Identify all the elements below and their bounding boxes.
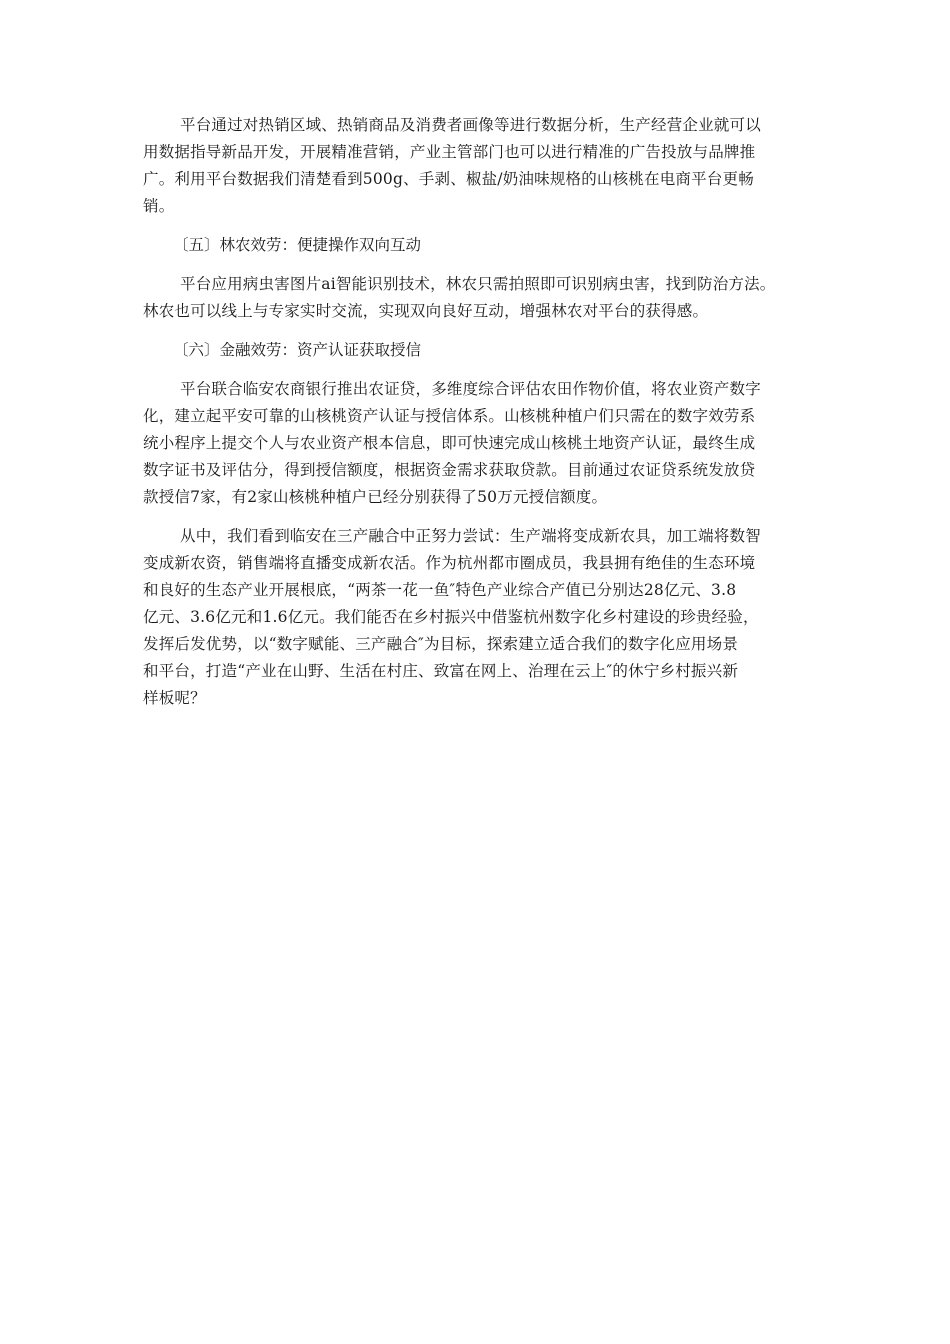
heading-finance-service: 〔六〕金融效劳：资产认证获取授信 [173,341,422,359]
text-line: 平台应用病虫害图片ai智能识别技术，林农只需拍照即可识别病虫害，找到防治方法。 [180,275,776,293]
text-line: 平台联合临安农商银行推出农证贷，多维度综合评估农田作物价值，将农业资产数字 [180,380,761,398]
document-page [143,112,815,712]
text-line: 变成新农资，销售端将直播变成新农活。作为杭州都市圈成员，我县拥有绝佳的生态环境 [143,554,756,572]
paragraph-market-analysis [143,112,815,220]
text-line: 化，建立起平安可靠的山核桃资产认证与授信体系。山核桃种植户们只需在的数字效劳系 [143,407,756,425]
text-line: 林农也可以线上与专家实时交流，实现双向良好互动，增强林农对平台的获得感。 [143,302,709,320]
text-line: 统小程序上提交个人与农业资产根本信息，即可快速完成山核桃土地资产认证，最终生成 [143,434,756,452]
text-line: 样板呢？ [143,689,206,707]
paragraph-finance-service [143,376,815,511]
text-line: 款授信7家，有2家山核桃种植户已经分别获得了50万元授信额度。 [143,488,608,506]
text-line: 广。利用平台数据我们清楚看到500g、手剥、椒盐/奶油味规格的山核桃在电商平台更畅 [143,170,754,188]
text-line: 亿元、3.6亿元和1.6亿元。我们能否在乡村振兴中借鉴杭州数字化乡村建设的珍贵经验， [143,608,759,626]
text-line: 平台通过对热销区域、热销商品及消费者画像等进行数据分析，生产经营企业就可以 [180,116,761,134]
text-line: 和平台，打造“产业在山野、生活在村庄、致富在网上、治理在云上″的休宁乡村振兴新 [143,662,739,680]
paragraph-farmer-service [143,271,815,325]
text-line: 发挥后发优势，以“数字赋能、三产融合″为目标，探索建立适合我们的数字化应用场景 [143,635,739,653]
paragraph-conclusion [143,523,815,712]
text-line: 销。 [143,197,175,215]
text-line: 从中，我们看到临安在三产融合中正努力尝试：生产端将变成新农具，加工端将数智 [180,527,761,545]
text-line: 和良好的生态产业开展根底，“两茶一花一鱼″特色产业综合产值已分别达28亿元、3.8 [143,581,737,599]
text-line: 用数据指导新品开发，开展精准营销，产业主管部门也可以进行精准的广告投放与品牌推 [143,143,756,161]
text-line: 数字证书及评估分，得到授信额度，根据资金需求获取贷款。目前通过农证贷系统发放贷 [143,461,756,479]
heading-farmer-service: 〔五〕林农效劳：便捷操作双向互动 [173,236,422,254]
